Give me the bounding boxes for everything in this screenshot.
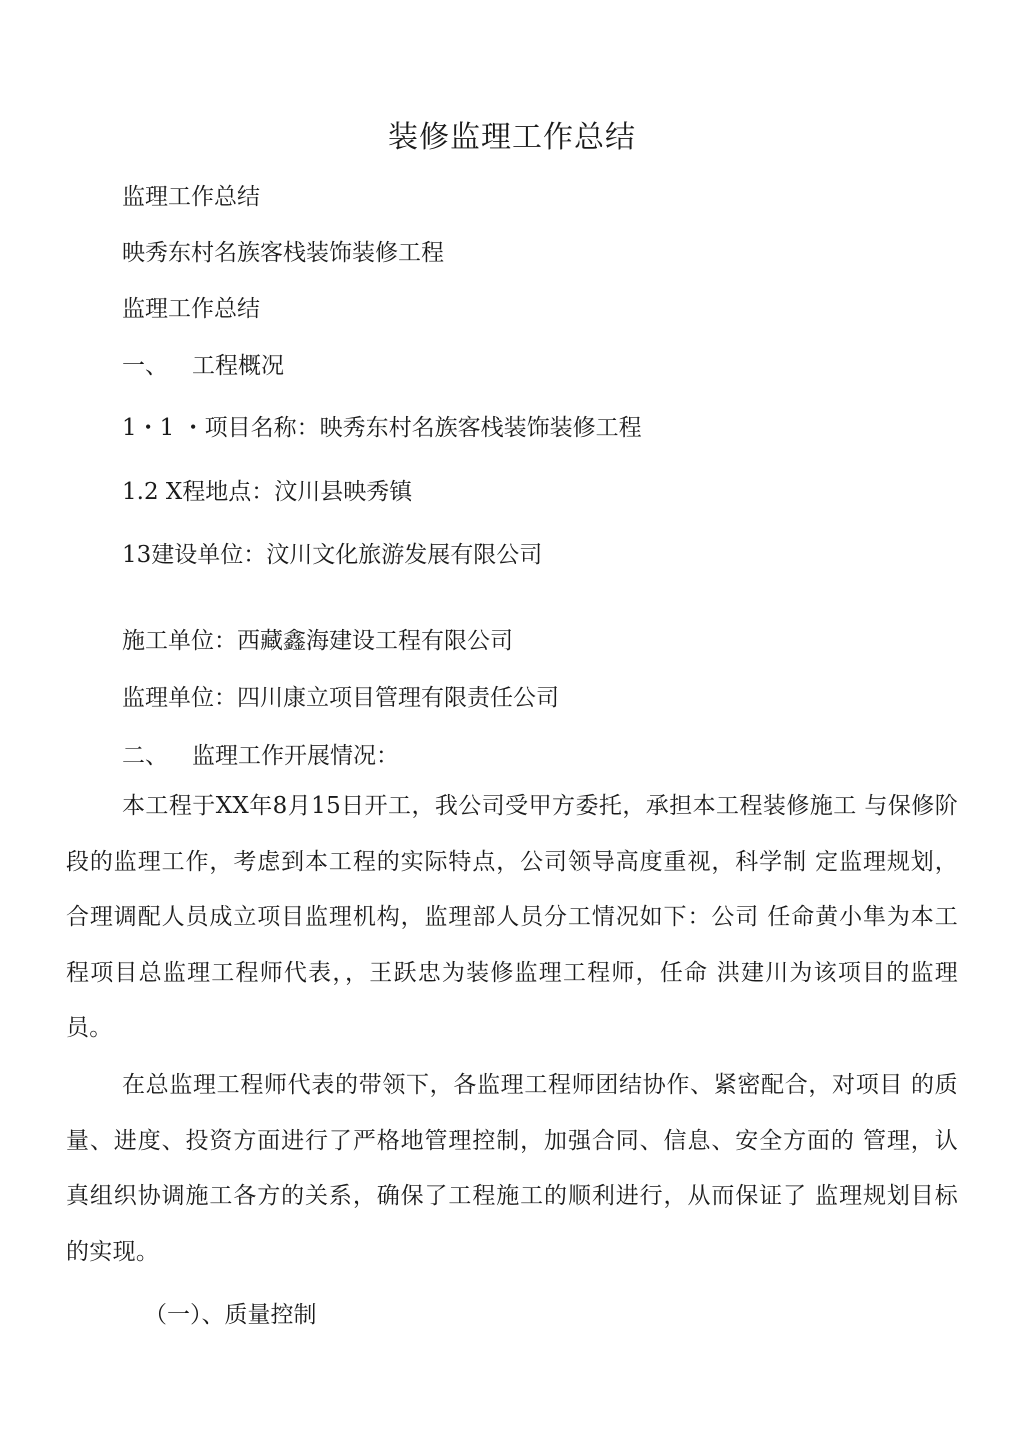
item-construction-owner: 13建设单位：汶川文化旅游发展有限公司	[122, 542, 543, 568]
section-number: 二、	[122, 743, 168, 769]
project-name-line: 映秀东村名族客栈装饰装修工程	[122, 240, 444, 266]
item-contractor: 施工单位：西藏鑫海建设工程有限公司	[122, 628, 513, 654]
paragraph-supervision-team: 在总监理工程师代表的带领下，各监理工程师团结协作、紧密配合，对项目 的质量、进度、投资方面进行了严格地管理控制，加强合同、信息、安全方面的 管理，认真组织协调施工各方的关系，确保了工程施工的顺利进行，从而保证了 监理规划目标的实现。	[66, 1072, 958, 1265]
document-title: 装修监理工作总结	[388, 120, 636, 155]
item-project-location: 1.2 X程地点：汶川县映秀镇	[122, 479, 413, 505]
section-heading-work	[122, 737, 399, 770]
section-title: 监理工作开展情况：	[192, 743, 399, 769]
section-number: 一、	[122, 353, 168, 379]
section-title: 工程概况	[192, 353, 284, 379]
summary-label-2: 监理工作总结	[122, 296, 260, 322]
section-heading-overview	[122, 347, 284, 380]
summary-label: 监理工作总结	[122, 184, 260, 210]
subheading-quality-control: （一）、质量控制	[144, 1302, 317, 1328]
paragraph-project-start: 本工程于XX年8月15日开工，我公司受甲方委托，承担本工程装修施工 与保修阶段的监理工作，考虑到本工程的实际特点，公司领导高度重视，科学制 定监理规划，合理调配人员成立项目监理机构，监理部人员分工情况如下：公司 任命黄小隼为本工程项目总监理工程师代表，，王跃忠为装修监理工程师，任命 洪建川为该项目的监理员。	[66, 793, 958, 1041]
item-supervisor: 监理单位：四川康立项目管理有限责任公司	[122, 685, 559, 711]
item-project-name: 1・1 ・项目名称：映秀东村名族客栈装饰装修工程	[122, 415, 642, 441]
